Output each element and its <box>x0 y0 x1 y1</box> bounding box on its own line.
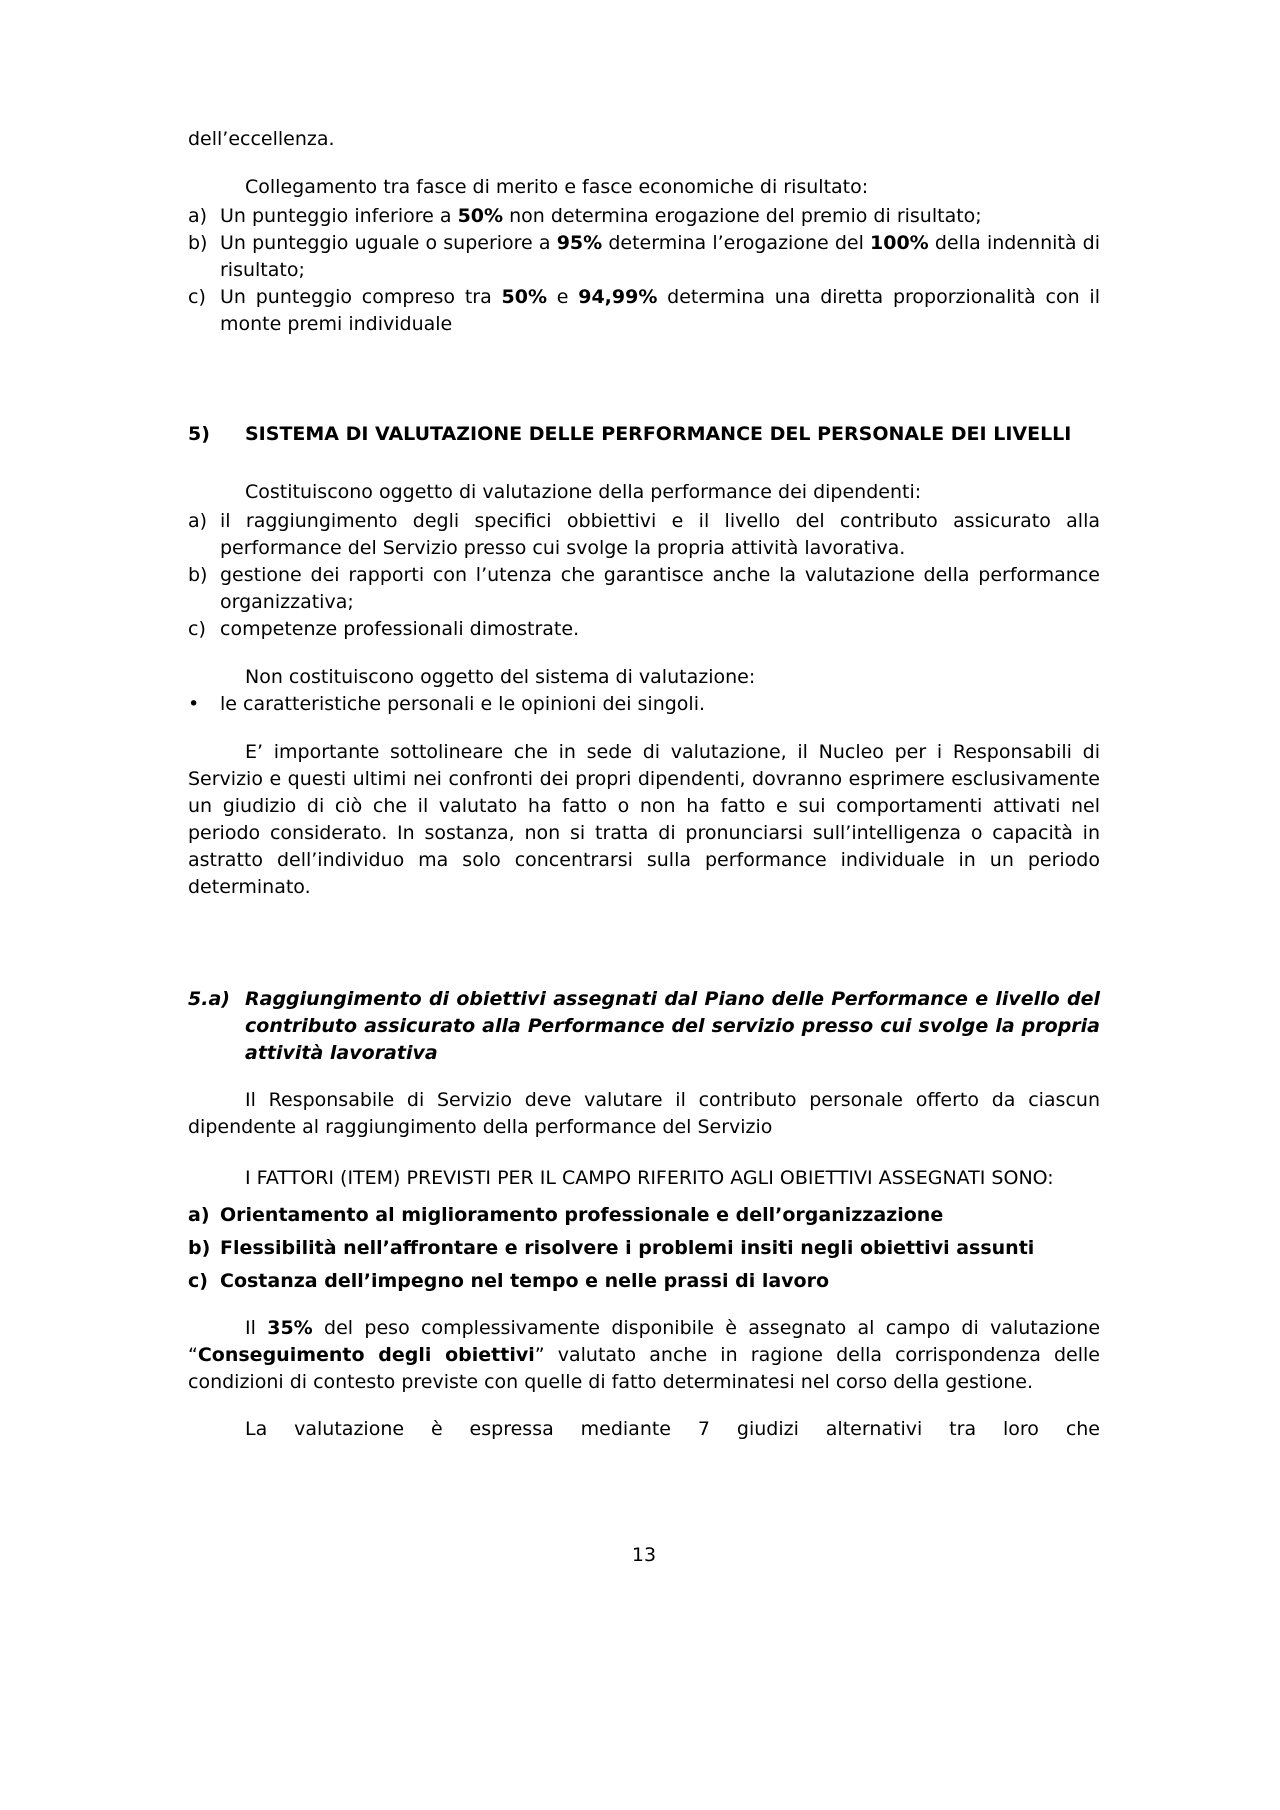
list-marker: c) <box>188 618 206 640</box>
list-marker: a) <box>188 1204 210 1226</box>
list-item-evaluation-b <box>188 562 1100 616</box>
list-item-merit-a <box>188 203 1100 230</box>
paragraph-responsabile: Il Responsabile di Servizio deve valutare il contributo personale offerto da ciascun dipendente al raggiungimento della performance del Servizio <box>188 1089 1100 1138</box>
bullet-item-text: le caratteristiche personali e le opinioni dei singoli. <box>220 693 706 715</box>
list-item-text: gestione dei rapporti con l’utenza che garantisce anche la valutazione della performance organizzativa; <box>220 564 1100 613</box>
factor-item-b <box>188 1235 1100 1262</box>
list-marker: b) <box>188 232 208 254</box>
list-item-text: il raggiungimento degli specifici obbiettivi e il livello del contributo assicurato alla performance del Servizio presso cui svolge la propria attività lavorativa. <box>220 510 1100 559</box>
paragraph-weight: Il 35% del peso complessivamente disponibile è assegnato al campo di valutazione “Conseguimento degli obiettivi” valutato anche in ragione della corrispondenza delle condizioni di contesto previste con quelle di fatto determinatesi nel corso della gestione. <box>188 1317 1101 1393</box>
list-item-text: Un punteggio uguale o superiore a 95% determina l’erogazione del 100% della indennità di risultato; <box>220 232 1100 281</box>
list-item-text: Un punteggio inferiore a 50% non determina erogazione del premio di risultato; <box>220 205 982 227</box>
list-marker: b) <box>188 564 208 586</box>
paragraph-previous-tail: dell’eccellenza. <box>188 128 335 150</box>
list-item-evaluation-a <box>188 508 1100 562</box>
bullet-item-exclusion <box>188 691 1100 718</box>
list-item-evaluation-c <box>188 616 1100 643</box>
list-marker: c) <box>188 1270 208 1292</box>
paragraph-exclusion-lead: Non costituiscono oggetto del sistema di valutazione: <box>245 666 756 688</box>
section-5-heading <box>188 421 1100 448</box>
paragraph-closing: La valutazione è espressa mediante 7 giudizi alternativi tra loro che <box>245 1418 1100 1440</box>
factor-item-a <box>188 1202 1100 1229</box>
section-5a-number: 5.a) <box>188 988 230 1010</box>
paragraph-costituiscono-lead: Costituiscono oggetto di valutazione della performance dei dipendenti: <box>245 481 922 503</box>
paragraph-collegamento-lead: Collegamento tra fasce di merito e fasce economiche di risultato: <box>245 176 869 198</box>
paragraph-factors-lead: I FATTORI (ITEM) PREVISTI PER IL CAMPO RIFERITO AGLI OBIETTIVI ASSEGNATI SONO: <box>245 1167 1054 1189</box>
section-5a-heading <box>188 986 1100 1067</box>
list-item-merit-b <box>188 230 1100 284</box>
section-5-title: SISTEMA DI VALUTAZIONE DELLE PERFORMANCE DEL PERSONALE DEI LIVELLI <box>245 423 1072 445</box>
factor-item-text: Flessibilità nell’affrontare e risolvere i problemi insiti negli obiettivi assunti <box>220 1237 1035 1259</box>
section-5a-title: Raggiungimento di obiettivi assegnati dal Piano delle Performance e livello del contributo assicurato alla Performance del servizio presso cui svolge la propria attività lavorativa <box>245 988 1100 1064</box>
list-item-text: Un punteggio compreso tra 50% e 94,99% determina una diretta proporzionalità con il monte premi individuale <box>220 286 1100 335</box>
list-marker: a) <box>188 510 208 532</box>
paragraph-evaluation-note: E’ importante sottolineare che in sede di valutazione, il Nucleo per i Responsabili di Servizio e questi ultimi nei confronti dei propri dipendenti, dovranno esprimere esclusivamente un giudizio di ciò che il valutato ha fatto o non ha fatto e sui comportamenti attivati nel periodo considerato. In sostanza, non si tratta di pronunciarsi sull’intelligenza o capacità in astratto dell’individuo ma solo concentrarsi sulla performance individuale in un periodo determinato. <box>188 741 1100 898</box>
factor-item-c <box>188 1268 1100 1295</box>
factor-item-text: Orientamento al miglioramento professionale e dell’organizzazione <box>220 1204 944 1226</box>
bullet-icon: • <box>188 693 200 715</box>
list-item-text: competenze professionali dimostrate. <box>220 618 580 640</box>
list-marker: c) <box>188 286 206 308</box>
section-5-number: 5) <box>188 423 210 445</box>
factor-item-text: Costanza dell’impegno nel tempo e nelle prassi di lavoro <box>220 1270 830 1292</box>
list-marker: b) <box>188 1237 211 1259</box>
page-number: 13 <box>631 1544 657 1566</box>
list-marker: a) <box>188 205 208 227</box>
list-item-merit-c <box>188 284 1100 338</box>
